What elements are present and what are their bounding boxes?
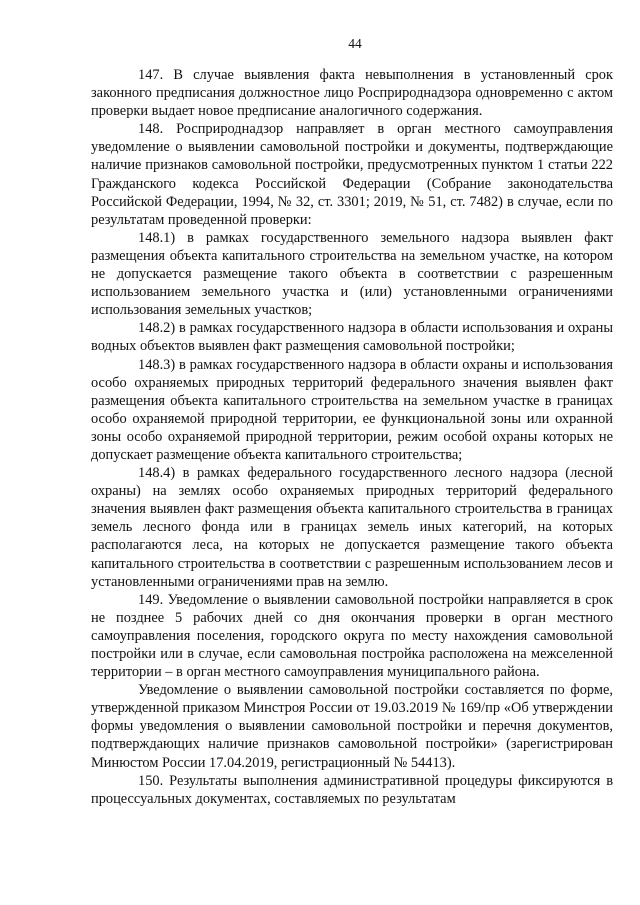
paragraph-148-1: 148.1) в рамках государственного земельного надзора выявлен факт размещения объекта капитального строительства на земельном участке, на котором не допускается размещение такого объекта в соответствии с разрешенным использованием земельного участка и (или) установленными ограничениями использования земельных участков; <box>91 229 613 319</box>
page-number: 44 <box>348 36 362 51</box>
paragraph-148: 148. Росприроднадзор направляет в орган местного самоуправления уведомление о выявлении самовольной постройки и документы, подтверждающие наличие признаков самовольной постройки, предусмотренных пунктом 1 статьи 222 Гражданского кодекса Российской Федерации (Собрание законодательства Российской Федерации, 1994, № 32, ст. 3301; 2019, № 51, ст. 7482) в случае, если по результатам проведенной проверки: <box>91 121 613 228</box>
paragraph-148-3: 148.3) в рамках государственного надзора в области охраны и использования особо охраняемых природных территорий федерального значения выявлен факт размещения объекта капитального строительства на земельном участке в границах особо охраняемой природной территории, ее функциональной зоны или охранной зоны особо охраняемой природной территории, режим особой охраны которых не допускает размещение объекта капитального строительства; <box>91 356 613 463</box>
paragraph-149-notice-form: Уведомление о выявлении самовольной постройки составляется по форме, утвержденной приказом Минстроя России от 19.03.2019 № 169/пр «Об утверждении формы уведомления о выявлении самовольной постройки и перечня документов, подтверждающих наличие признаков самовольной постройки» (зарегистрирован Минюстом России 17.04.2019, регистрационный № 54413). <box>91 682 613 771</box>
paragraph-150: 150. Результаты выполнения административной процедуры фиксируются в процессуальных документах, составляемых по результатам <box>91 772 613 807</box>
paragraph-148-2: 148.2) в рамках государственного надзора в области использования и охраны водных объектов выявлен факт размещения самовольной постройки; <box>91 320 613 355</box>
paragraph-147: 147. В случае выявления факта невыполнения в установленный срок законного предписания должностное лицо Росприроднадзора одновременно с актом проверки выдает новое предписание аналогичного содержания. <box>91 67 613 120</box>
paragraph-149: 149. Уведомление о выявлении самовольной постройки направляется в срок не позднее 5 рабочих дней со дня окончания проверки в орган местного самоуправления поселения, городского округа по месту нахождения самовольной постройки или в случае, если самовольная постройка расположена на межселенной территории – в орган местного самоуправления муниципального района. <box>91 591 613 681</box>
paragraph-148-4: 148.4) в рамках федерального государственного лесного надзора (лесной охраны) на землях особо охраняемых природных территорий федерального значения выявлен факт размещения объекта капитального строительства в границах земель лесного фонда или в границах земель иных категорий, на которых располагаются леса, на которых не допускается размещение такого объекта капитального строительства в соответствии с разрешенным использованием лесов и установленными ограничениями прав на землю. <box>91 465 613 590</box>
